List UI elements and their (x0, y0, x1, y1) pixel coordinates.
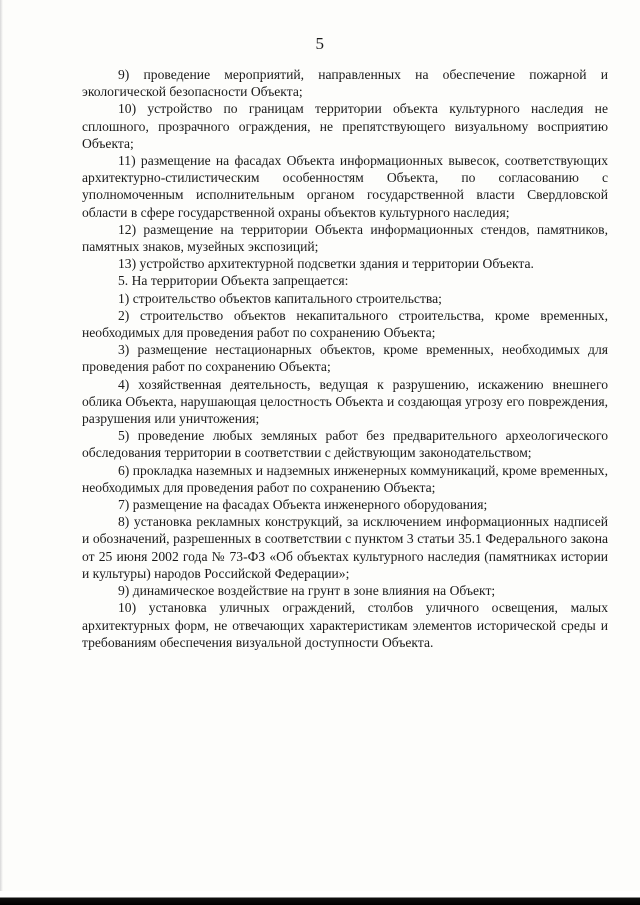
paragraph-prohibited-6: 6) прокладка наземных и надземных инженерных коммуникаций, кроме временных, необходимых для проведения работ по сохранению Объекта; (82, 462, 608, 495)
paragraph-permitted-11: 11) размещение на фасадах Объекта информационных вывесок, соответствующих архитектурно-стилистическим особенностям Объекта, по согласованию с уполномоченным исполнительным органом государственной власти Свердловской области в сфере государственной охраны объектов культурного наследия; (82, 153, 608, 220)
paragraph-prohibited-4: 4) хозяйственная деятельность, ведущая к разрушению, искажению внешнего облика Объекта, нарушающая целостность Объекта и создающая угрозу его повреждения, разрушения или уничтожения; (82, 376, 608, 427)
paragraph-prohibited-3: 3) размещение нестационарных объектов, кроме временных, необходимых для проведения работ по сохранению Объекта; (82, 342, 608, 375)
scan-edge-bottom (0, 891, 640, 905)
paragraph-prohibited-2: 2) строительство объектов некапитального строительства, кроме временных, необходимых для проведения работ по сохранению Объекта; (82, 307, 608, 341)
paragraph-prohibited-8: 8) установка рекламных конструкций, за исключением информационных надписей и обозначений, разрешенных в соответствии с пунктом 3 статьи 35.1 Федерального закона от 25 июня 2002 года № 73-ФЗ «Об объектах культурного наследия (памятниках истории и культуры) народов Российской Федерации»; (82, 514, 608, 581)
paragraph-prohibited-1: 1) строительство объектов капитального строительства; (118, 290, 442, 306)
paragraph-prohibited-7: 7) размещение на фасадах Объекта инженерного оборудования; (118, 497, 488, 513)
paragraph-permitted-12: 12) размещение на территории Объекта информационных стендов, памятников, памятных знаков, музейных экспозиций; (82, 221, 608, 255)
paragraph-prohibited-10: 10) установка уличных ограждений, столбов уличного освещения, малых архитектурных форм, не отвечающих характеристикам элементов исторической среды и требованиям обеспечения визуальной доступности Объекта. (82, 600, 608, 650)
paragraph-permitted-9: 9) проведение мероприятий, направленных на обеспечение пожарной и экологической безопасности Объекта; (82, 67, 608, 100)
section-heading-prohibited: 5. На территории Объекта запрещается: (118, 273, 349, 289)
page-number: 5 (315, 34, 325, 53)
paragraph-permitted-10: 10) устройство по границам территории объекта культурного наследия не сплошного, прозрачного ограждения, не препятствующего визуальному восприятию Объекта; (82, 101, 608, 151)
document-body (82, 66, 608, 651)
scan-shadow-left (0, 0, 3, 905)
paragraph-prohibited-9: 9) динамическое воздействие на грунт в зоне влияния на Объект; (118, 583, 496, 599)
paragraph-permitted-13: 13) устройство архитектурной подсветки здания и территории Объекта. (118, 256, 534, 272)
paragraph-prohibited-5: 5) проведение любых земляных работ без предварительного археологического обследования территории в соответствии с действующим законодательством; (82, 428, 608, 461)
